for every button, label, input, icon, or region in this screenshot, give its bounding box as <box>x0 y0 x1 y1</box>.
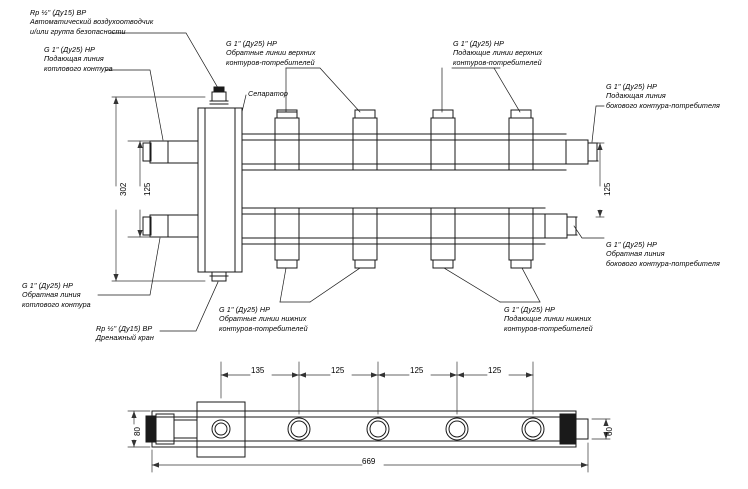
annotation-upper-supply-consumers: G 1" (Ду25) НР Подающие линии верхних контуров-потребителей <box>453 39 543 67</box>
dimension-width-80: 80 <box>133 427 142 436</box>
separator-body <box>198 87 242 281</box>
annotation-side-supply: G 1" (Ду25) НР Подающая линия бокового контура-потребителя <box>606 82 720 110</box>
dimension-height-302: 302 <box>119 182 128 196</box>
annotation-separator: Сепаратор <box>248 89 288 98</box>
dimension-total-669: 669 <box>362 457 376 466</box>
dimension-len-125-b: 125 <box>410 366 424 375</box>
annotation-lower-return-consumers: G 1" (Ду25) НР Обратные линии нижних контуров-потребителей <box>219 305 308 333</box>
annotation-lower-supply-consumers: G 1" (Ду25) НР Подающие линии нижних контуров-потребителей <box>504 305 593 333</box>
lower-manifold <box>143 208 577 244</box>
dimension-height-125-right: 125 <box>603 182 612 196</box>
upper-manifold <box>143 134 598 170</box>
dimension-len-135: 135 <box>251 366 265 375</box>
annotation-drain-valve: Rp ½" (Ду15) ВР Дренажный кран <box>96 324 154 343</box>
front-view-dimensions <box>112 97 604 281</box>
annotation-air-vent: Rp ½" (Ду15) ВР Автоматический воздухоотводчик и/или группа безопасности <box>30 8 154 36</box>
leader-lines <box>98 33 604 331</box>
dimension-len-125-c: 125 <box>488 366 502 375</box>
annotation-side-return: G 1" (Ду25) НР Обратная линия бокового контура-потребителя <box>606 240 720 268</box>
top-view-body <box>146 402 588 457</box>
dimension-width-60: 60 <box>605 427 614 436</box>
annotation-upper-return-consumers: G 1" (Ду25) НР Обратные линии верхних контуров-потребителей <box>226 39 316 67</box>
annotation-boiler-return: G 1" (Ду25) НР Обратная линия котлового контура <box>22 281 91 309</box>
dimension-len-125-a: 125 <box>331 366 345 375</box>
manifold-inner-lines <box>275 134 533 244</box>
dimension-height-125-left: 125 <box>143 182 152 196</box>
annotation-boiler-supply: G 1" (Ду25) НР Подающая линия котлового контура <box>44 45 113 73</box>
